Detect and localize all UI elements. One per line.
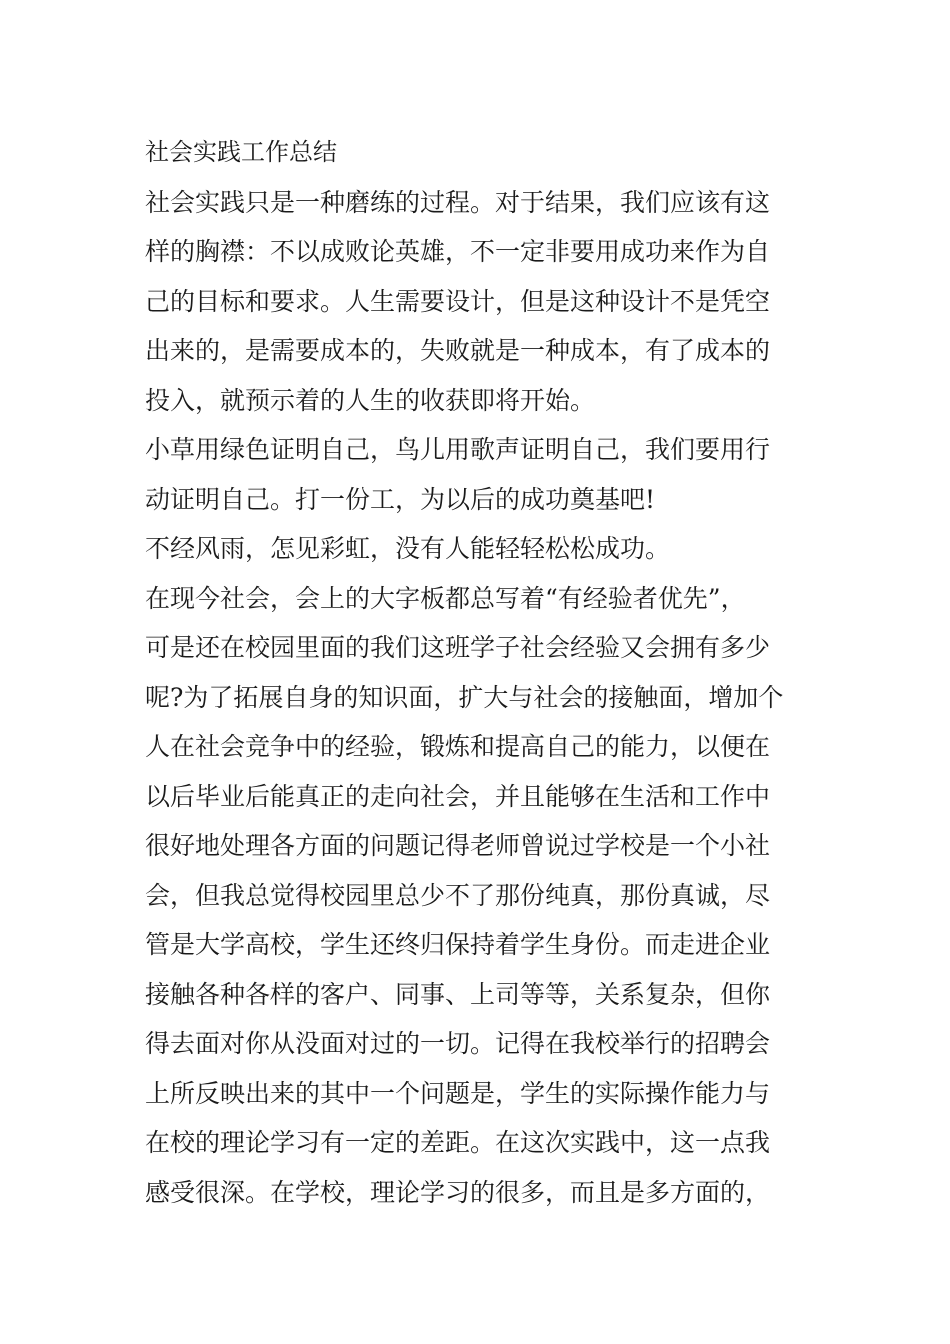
text-line: 人在社会竞争中的经验，锻炼和提高自己的能力，以便在 <box>145 732 771 761</box>
text-line: 可是还在校园里面的我们这班学子社会经验又会拥有多少 <box>145 633 771 662</box>
text-line: 在校的理论学习有一定的差距。在这次实践中，这一点我 <box>145 1128 771 1157</box>
document-title: 社会实践工作总结 <box>145 138 337 166</box>
text-line: 动证明自己。打一份工，为以后的成功奠基吧! <box>145 484 656 514</box>
text-line: 投入，就预示着的人生的收获即将开始。 <box>145 385 596 415</box>
text-line: 接触各种各样的客户、同事、上司等等，关系复杂，但你 <box>145 979 771 1009</box>
text-line: 社会实践只是一种磨练的过程。对于结果，我们应该有这 <box>145 187 771 217</box>
text-line: 小草用绿色证明自己，鸟儿用歌声证明自己，我们要用行 <box>145 435 771 464</box>
text-line: 以后毕业后能真正的走向社会，并且能够在生活和工作中 <box>145 781 771 811</box>
text-line: 会，但我总觉得校园里总少不了那份纯真，那份真诚，尽 <box>145 880 771 910</box>
text-line: 上所反映出来的其中一个问题是，学生的实际操作能力与 <box>145 1078 771 1108</box>
text-line: 很好地处理各方面的问题记得老师曾说过学校是一个小社 <box>145 831 771 860</box>
document-body <box>145 128 810 1217</box>
text-line: 管是大学高校，学生还终归保持着学生身份。而走进企业 <box>145 930 771 959</box>
text-line: 感受很深。在学校，理论学习的很多，而且是多方面的， <box>145 1177 771 1207</box>
text-line: 得去面对你从没面对过的一切。记得在我校举行的招聘会 <box>145 1029 771 1058</box>
text-line: 呢?为了拓展自身的知识面，扩大与社会的接触面，增加个 <box>145 682 784 712</box>
text-line: 样的胸襟：不以成败论英雄，不一定非要用成功来作为自 <box>145 237 771 266</box>
text-line: 己的目标和要求。人生需要设计，但是这种设计不是凭空 <box>145 286 771 316</box>
text-line: 出来的，是需要成本的，失败就是一种成本，有了成本的 <box>145 336 771 365</box>
text-line: 在现今社会，会上的大字板都总写着“有经验者优先”， <box>145 583 746 613</box>
text-line: 不经风雨，怎见彩虹，没有人能轻轻松松成功。 <box>145 534 671 563</box>
